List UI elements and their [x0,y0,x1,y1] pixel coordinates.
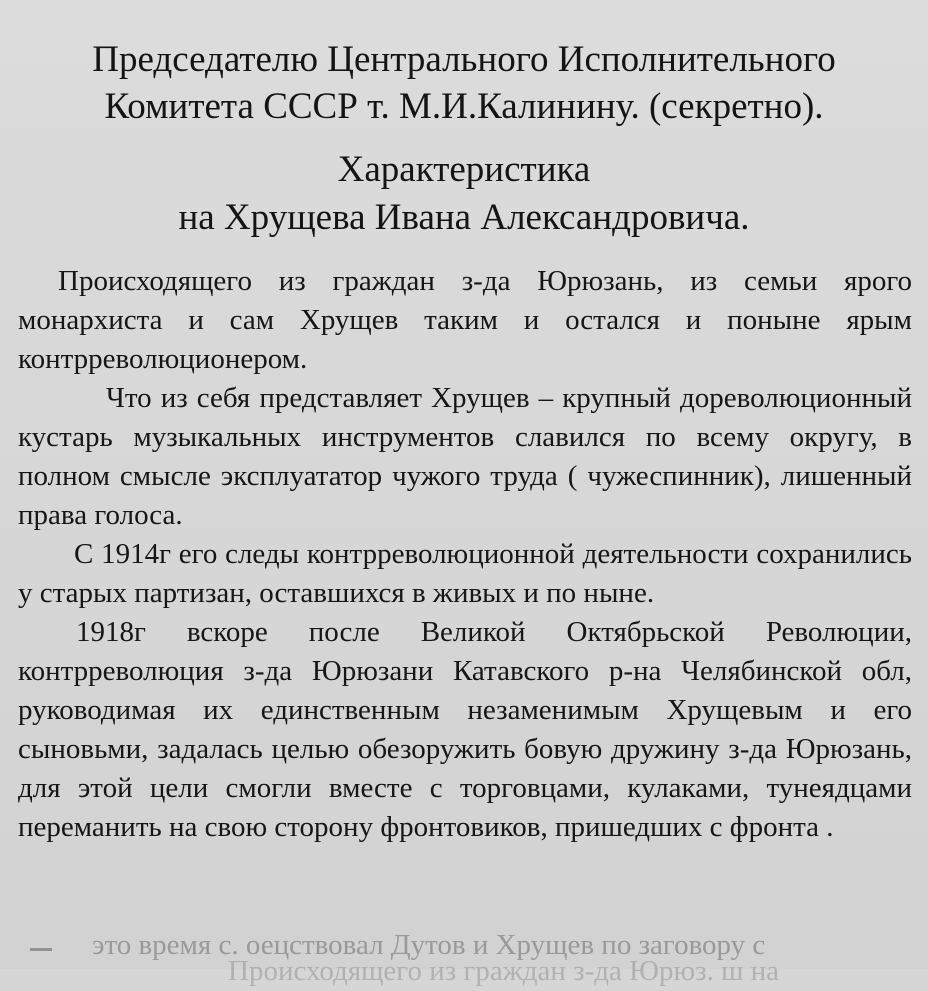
bleed-through-line-2: Происходящего из граждан з-да Юрюз. ш на [228,955,780,987]
ink-mark [30,948,52,951]
paragraph-2: Что из себя представляет Хрущев – крупный дореволюционный кустарь музыкальных инструментов славился по всему округу, в полном смысле эксплуататор чужого труда ( чужеспинник), лишенный права голоса. [18,382,912,531]
addressee-line-2: Комитета СССР т. М.И.Калинину. (секретно). [104,86,824,127]
title-line-2: на Хрущева Ивана Александровича. [178,197,750,238]
bleed-through-text [0,926,928,987]
bleed-through-line-1: это время с. оецствовал Дутов и Хрущев по заговору с [92,929,766,961]
document-body [18,262,912,847]
paragraph-1: Происходящего из граждан з-да Юрюзань, из семьи ярого монархиста и сам Хрущев таким и остался и поныне ярым контрреволюционером. [18,265,912,375]
addressee-header [0,36,928,130]
paragraph-4: 1918г вскоре после Великой Октябрьской Революции, контрреволюция з-да Юрюзани Катавского р-на Челябинской обл, руководимая их единственным незаменимым Хрущевым и его сыновьми, задалась целью обезоружить бовую дружину з-да Юрюзань, для этой цели смогли вместе с торговцами, кулаками, тунеядцами переманить на свою сторону фронтовиков, пришедших с фронта . [18,616,912,843]
document-title [0,146,928,242]
addressee-line-1: Председателю Центрального Исполнительного [92,39,836,80]
paragraph-3: С 1914г его следы контрреволюционной деятельности сохранились у старых партизан, оставшихся в живых и по ныне. [18,538,912,609]
title-line-1: Характеристика [337,149,591,190]
